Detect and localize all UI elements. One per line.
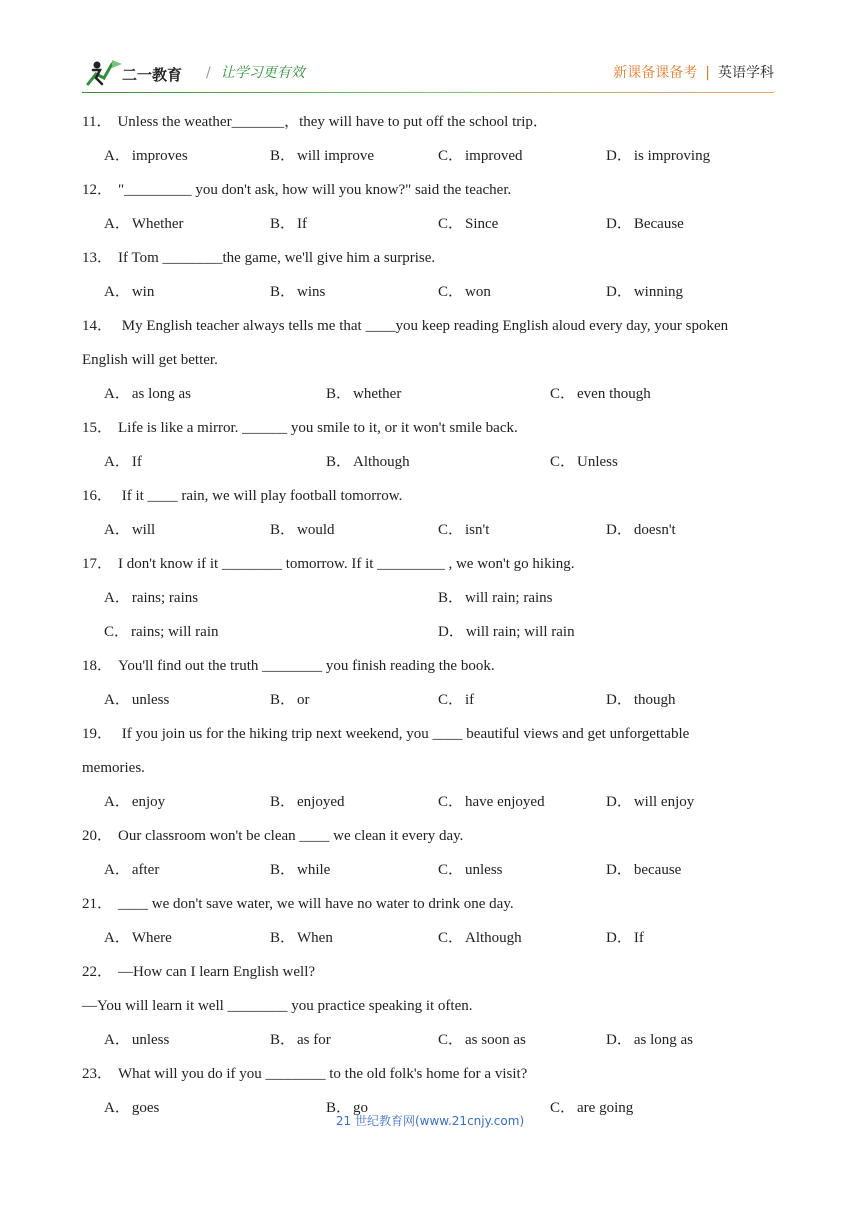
option-text: will xyxy=(131,522,156,538)
answer-option[interactable] xyxy=(104,789,165,815)
option-text: even though xyxy=(577,386,651,402)
answer-option[interactable] xyxy=(270,925,333,951)
svg-text:二一教育: 二一教育 xyxy=(122,66,183,84)
option-letter: C． xyxy=(438,862,464,878)
question-text: If it ____ rain, we will play football tomorrow. xyxy=(118,488,403,504)
option-text: though xyxy=(633,692,676,708)
question-text-continued: memories. xyxy=(82,760,145,776)
question-stem xyxy=(82,483,772,517)
option-text: as for xyxy=(297,1032,331,1048)
option-text: go xyxy=(353,1100,369,1116)
header-slogan: / 让学习更有效 xyxy=(206,65,305,81)
option-letter: B． xyxy=(270,216,296,232)
question-text: "_________ you don't ask, how will you know?" said the teacher. xyxy=(118,182,512,198)
answer-option[interactable] xyxy=(270,279,325,305)
option-text: Since xyxy=(465,216,499,232)
option-letter: C． xyxy=(438,692,464,708)
answer-option[interactable] xyxy=(104,857,159,883)
option-letter: C． xyxy=(550,386,576,402)
option-text: Although xyxy=(465,930,522,946)
question-number: 20． xyxy=(82,828,113,844)
answer-option[interactable] xyxy=(438,789,545,815)
option-text: Unless xyxy=(577,454,618,470)
option-text: whether xyxy=(353,386,402,402)
answer-option[interactable] xyxy=(606,143,710,169)
option-letter: B． xyxy=(270,1032,296,1048)
option-letter: C． xyxy=(438,148,464,164)
option-text: will improve xyxy=(297,148,375,164)
option-letter: A． xyxy=(104,930,130,946)
answer-option[interactable] xyxy=(104,585,198,611)
option-letter: D． xyxy=(606,930,632,946)
question-stem xyxy=(82,891,772,925)
answer-options-row xyxy=(82,517,772,551)
option-letter: A． xyxy=(104,794,130,810)
option-letter: D． xyxy=(606,794,632,810)
option-text: have enjoyed xyxy=(465,794,545,810)
option-letter: B． xyxy=(270,930,296,946)
option-text: Whether xyxy=(131,216,184,232)
question-list xyxy=(82,109,772,1129)
header-separator: | xyxy=(705,65,710,81)
question-number: 19． xyxy=(82,726,113,742)
option-text: rains; rains xyxy=(131,590,199,606)
option-text: will enjoy xyxy=(633,794,695,810)
option-text: isn't xyxy=(465,522,490,538)
answer-options-row xyxy=(82,211,772,245)
answer-option[interactable] xyxy=(438,279,491,305)
option-text: as long as xyxy=(633,1032,694,1048)
answer-options-row xyxy=(82,925,772,959)
page-footer: 21 世纪教育网(www.21cnjy.com) xyxy=(335,1114,525,1128)
answer-option[interactable] xyxy=(326,381,401,407)
option-letter: C． xyxy=(438,216,464,232)
question-text: My English teacher always tells me that ____you keep reading English aloud every day, your spoken xyxy=(118,318,729,334)
answer-option[interactable] xyxy=(438,1027,526,1053)
option-text: will rain; will rain xyxy=(465,624,575,640)
option-letter: C． xyxy=(104,624,130,640)
option-text: Where xyxy=(131,930,172,946)
option-text: would xyxy=(297,522,335,538)
answer-option[interactable] xyxy=(270,789,345,815)
option-letter: C． xyxy=(438,522,464,538)
answer-option[interactable] xyxy=(104,211,183,237)
question-number: 17． xyxy=(82,556,113,572)
answer-option[interactable] xyxy=(438,857,503,883)
option-letter: B． xyxy=(270,284,296,300)
header-divider xyxy=(82,92,774,93)
answer-option[interactable] xyxy=(606,279,683,305)
option-letter: C． xyxy=(550,1100,576,1116)
question-number: 22． xyxy=(82,964,113,980)
option-text: Although xyxy=(353,454,410,470)
answer-option[interactable] xyxy=(326,449,410,475)
option-letter: A． xyxy=(104,862,130,878)
answer-option[interactable] xyxy=(270,687,310,713)
answer-option[interactable] xyxy=(438,925,522,951)
option-letter: D． xyxy=(606,1032,632,1048)
question-text: If you join us for the hiking trip next weekend, you ____ beautiful views and get unforgettable xyxy=(118,726,690,742)
option-text: after xyxy=(131,862,160,878)
option-text: as soon as xyxy=(465,1032,526,1048)
question-number: 12． xyxy=(82,182,113,198)
question-text: I don't know if it ________ tomorrow. If it _________ , we won't go hiking. xyxy=(118,556,575,572)
option-text: win xyxy=(131,284,155,300)
option-letter: A． xyxy=(104,1100,130,1116)
option-letter: C． xyxy=(438,284,464,300)
option-text: is improving xyxy=(633,148,711,164)
option-text: will rain; rains xyxy=(465,590,553,606)
answer-option[interactable] xyxy=(606,789,694,815)
option-letter: C． xyxy=(550,454,576,470)
answer-options-row xyxy=(82,1027,772,1061)
option-text: as long as xyxy=(131,386,192,402)
option-text: or xyxy=(297,692,310,708)
option-letter: B． xyxy=(270,862,296,878)
option-text: enjoy xyxy=(131,794,166,810)
option-letter: B． xyxy=(326,1100,352,1116)
option-text: while xyxy=(297,862,331,878)
answer-option[interactable] xyxy=(104,449,142,475)
option-text: improved xyxy=(465,148,523,164)
course-label: 新课备课备考 xyxy=(613,65,698,81)
answer-option[interactable] xyxy=(550,381,651,407)
question-text: What will you do if you ________ to the old folk's home for a visit? xyxy=(118,1066,528,1082)
question-stem xyxy=(82,177,772,211)
option-text: Because xyxy=(633,216,684,232)
answer-options-row xyxy=(82,143,772,177)
question-text: Life is like a mirror. ______ you smile to it, or it won't smile back. xyxy=(118,420,518,436)
question-number: 13． xyxy=(82,250,113,266)
option-text: winning xyxy=(633,284,684,300)
question-stem xyxy=(82,653,772,687)
option-letter: A． xyxy=(104,1032,130,1048)
question-text: Our classroom won't be clean ____ we clean it every day. xyxy=(118,828,464,844)
answer-option[interactable] xyxy=(104,143,188,169)
option-letter: A． xyxy=(104,590,130,606)
option-letter: B． xyxy=(270,794,296,810)
answer-options-row xyxy=(82,687,772,721)
option-letter: B． xyxy=(270,692,296,708)
answer-options-row xyxy=(82,789,772,823)
question-text: Unless the weather_______，they will have to put off the school trip． xyxy=(117,114,548,130)
option-letter: A． xyxy=(104,216,130,232)
option-text: wins xyxy=(297,284,326,300)
option-text: rains; will rain xyxy=(131,624,219,640)
option-text: unless xyxy=(131,692,170,708)
option-letter: D． xyxy=(606,692,632,708)
answer-option[interactable] xyxy=(104,619,219,645)
answer-options-row xyxy=(82,857,772,891)
answer-option[interactable] xyxy=(270,517,335,543)
answer-option[interactable] xyxy=(270,211,307,237)
answer-option[interactable] xyxy=(104,925,172,951)
answer-option[interactable] xyxy=(606,687,676,713)
question-text-continued: —You will learn it well ________ you practice speaking it often. xyxy=(82,998,473,1014)
question-stem xyxy=(82,721,772,755)
question-stem xyxy=(82,551,772,585)
answer-options-row xyxy=(82,381,772,415)
option-letter: C． xyxy=(438,794,464,810)
answer-option[interactable] xyxy=(270,1027,331,1053)
option-letter: A． xyxy=(104,454,130,470)
answer-options-row xyxy=(82,585,772,619)
option-text: if xyxy=(465,692,475,708)
answer-option[interactable] xyxy=(550,449,618,475)
answer-option[interactable] xyxy=(438,619,575,645)
answer-option[interactable] xyxy=(606,1027,693,1053)
question-number: 14． xyxy=(82,318,113,334)
option-text: If xyxy=(297,216,308,232)
option-letter: B． xyxy=(326,454,352,470)
option-letter: A． xyxy=(104,692,130,708)
option-text: When xyxy=(297,930,333,946)
option-text: unless xyxy=(465,862,503,878)
answer-options-row xyxy=(82,449,772,483)
slogan-text: 让学习更有效 xyxy=(220,65,305,81)
question-number: 11． xyxy=(82,114,112,130)
question-text: If Tom ________the game, we'll give him a surprise. xyxy=(118,250,436,266)
option-letter: B． xyxy=(270,148,296,164)
answer-option[interactable] xyxy=(270,143,374,169)
answer-option[interactable] xyxy=(104,517,155,543)
header-course-info xyxy=(613,62,774,82)
option-letter: D． xyxy=(606,862,632,878)
option-letter: B． xyxy=(438,590,464,606)
question-stem xyxy=(82,823,772,857)
answer-option[interactable] xyxy=(270,857,330,883)
option-letter: B． xyxy=(326,386,352,402)
option-letter: C． xyxy=(438,1032,464,1048)
option-text: goes xyxy=(131,1100,160,1116)
answer-option[interactable] xyxy=(104,279,154,305)
answer-option[interactable] xyxy=(104,381,191,407)
site-logo xyxy=(82,56,192,90)
question-number: 23． xyxy=(82,1066,113,1082)
question-number: 21． xyxy=(82,896,113,912)
option-text: If xyxy=(633,930,644,946)
answer-options-row xyxy=(82,279,772,313)
option-letter: A． xyxy=(104,386,130,402)
option-text: are going xyxy=(577,1100,634,1116)
answer-option[interactable] xyxy=(606,517,676,543)
question-number: 18． xyxy=(82,658,113,674)
option-text: unless xyxy=(131,1032,170,1048)
answer-option[interactable] xyxy=(438,585,553,611)
option-text: enjoyed xyxy=(297,794,345,810)
question-stem xyxy=(82,415,772,449)
option-letter: D． xyxy=(606,216,632,232)
question-text: ____ we don't save water, we will have no water to drink one day. xyxy=(118,896,514,912)
question-stem xyxy=(82,313,772,347)
option-letter: A． xyxy=(104,148,130,164)
option-letter: C． xyxy=(438,930,464,946)
answer-options-row xyxy=(82,619,772,653)
answer-option[interactable] xyxy=(438,687,474,713)
answer-option[interactable] xyxy=(104,1027,169,1053)
answer-option[interactable] xyxy=(606,211,684,237)
page-header xyxy=(82,54,774,94)
question-stem xyxy=(82,959,772,993)
option-text: won xyxy=(465,284,491,300)
question-number: 15． xyxy=(82,420,113,436)
option-letter: A． xyxy=(104,284,130,300)
option-letter: B． xyxy=(270,522,296,538)
answer-option[interactable] xyxy=(438,517,489,543)
option-letter: D． xyxy=(438,624,464,640)
option-text: improves xyxy=(131,148,188,164)
answer-option[interactable] xyxy=(606,925,644,951)
option-letter: A． xyxy=(104,522,130,538)
question-text: —How can I learn English well? xyxy=(118,964,316,980)
question-stem xyxy=(82,1061,772,1095)
option-text: because xyxy=(633,862,682,878)
answer-option[interactable] xyxy=(438,143,523,169)
option-letter: D． xyxy=(606,148,632,164)
question-number: 16． xyxy=(82,488,113,504)
question-text: You'll find out the truth ________ you finish reading the book. xyxy=(118,658,495,674)
option-letter: D． xyxy=(606,522,632,538)
answer-option[interactable] xyxy=(104,687,169,713)
answer-option[interactable] xyxy=(606,857,681,883)
answer-option[interactable] xyxy=(438,211,498,237)
question-text-continued: English will get better. xyxy=(82,352,218,368)
subject-label: 英语学科 xyxy=(718,65,774,81)
question-stem xyxy=(82,245,772,279)
option-letter: D． xyxy=(606,284,632,300)
question-stem xyxy=(82,109,772,143)
option-text: doesn't xyxy=(633,522,676,538)
option-text: If xyxy=(131,454,142,470)
